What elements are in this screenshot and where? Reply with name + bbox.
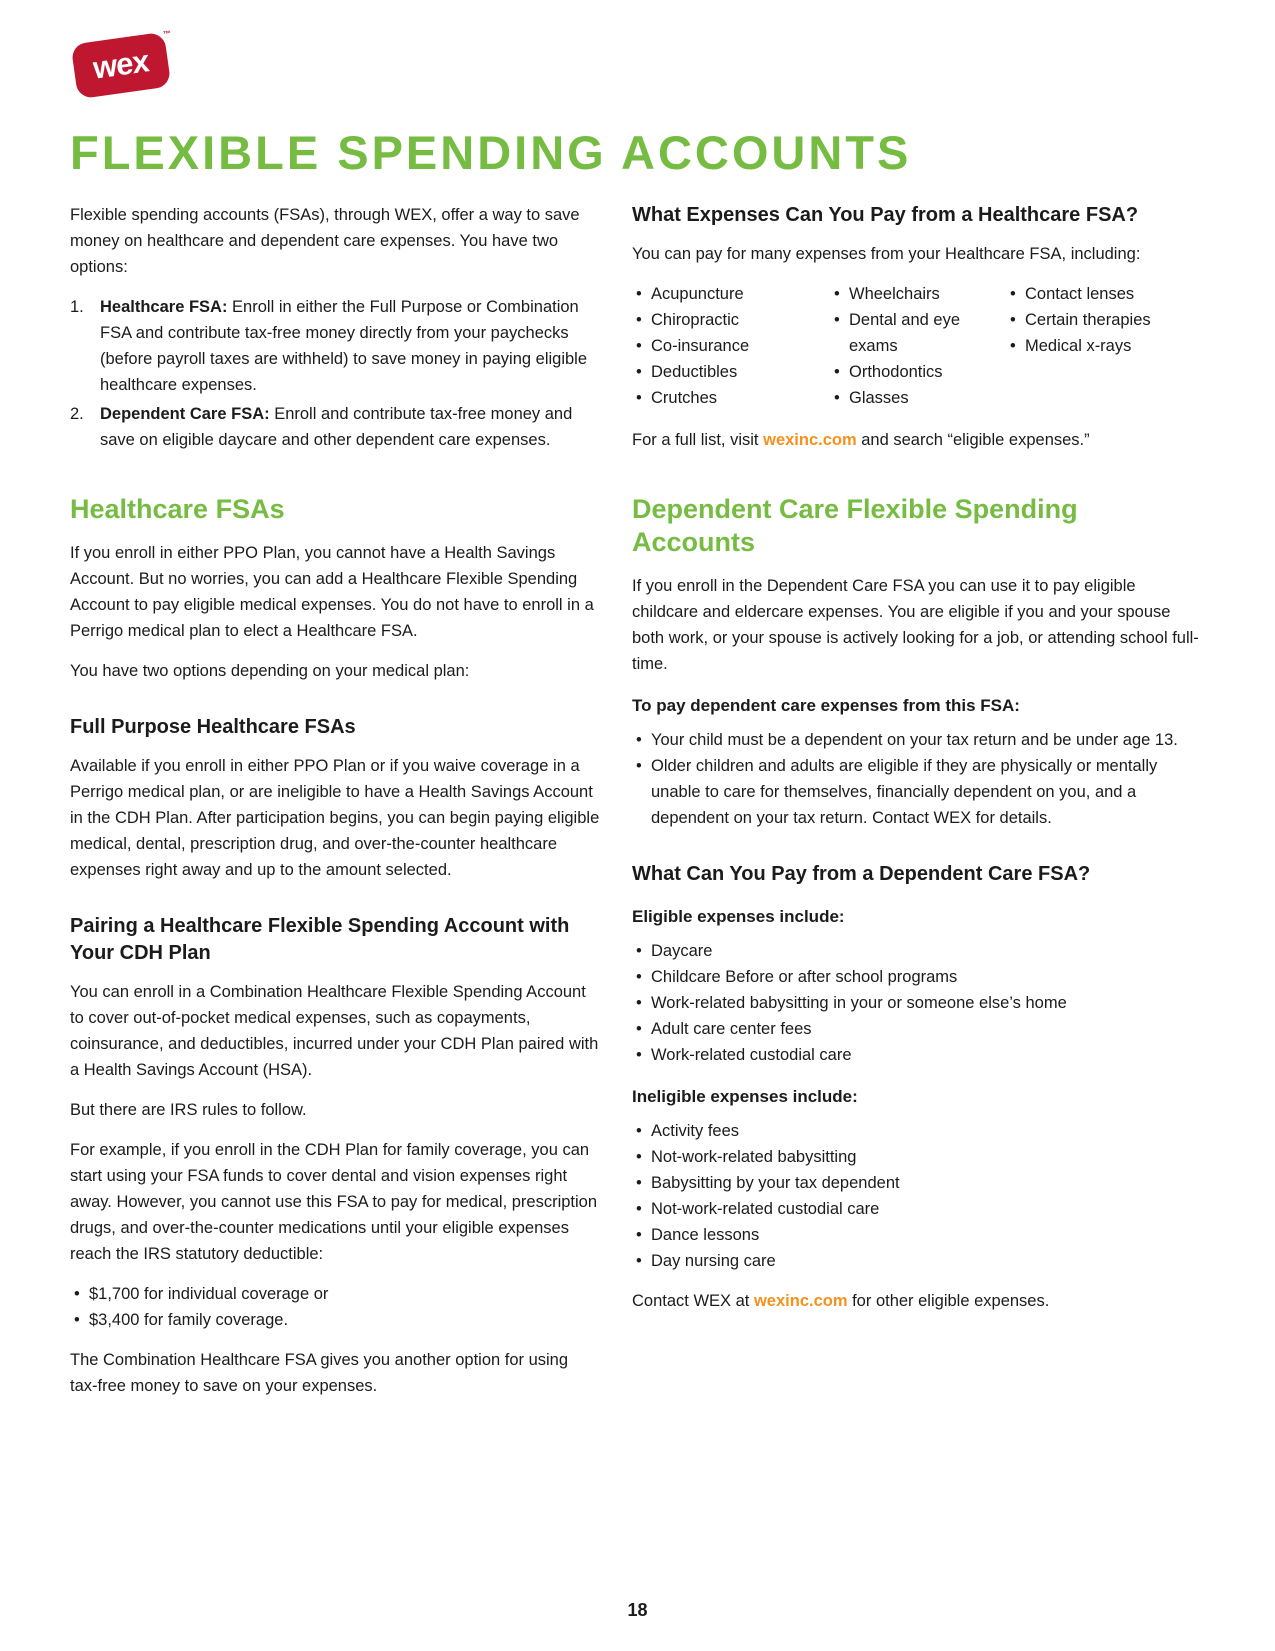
list-item-text: [100, 294, 600, 398]
expense-column-1: [632, 281, 830, 411]
full-list-post-text: and search “eligible expenses.”: [856, 431, 1090, 449]
list-item-body: Enroll and contribute tax-free money and save on eligible daycare and other dependent care expenses.: [100, 405, 573, 449]
full-purpose-heading: Full Purpose Healthcare FSAs: [70, 716, 356, 738]
expense-column-2: [830, 281, 1006, 411]
full-purpose-paragraph: Available if you enroll in either PPO Plan or if you waive coverage in a Perrigo medical plan, or are ineligible to have a Health Savings Account in the CDH Plan. After participation begins, you can begin paying eligible medical, dental, prescription drug, and over-the-counter healthcare expenses right away and up to the amount selected.: [70, 757, 600, 879]
list-item: • Medical x-rays: [1006, 333, 1205, 359]
list-item: • Day nursing care: [632, 1248, 1205, 1274]
pairing-heading: Pairing a Healthcare Flexible Spending Account with Your CDH Plan: [70, 915, 570, 964]
ineligible-expenses-list: [632, 1118, 1205, 1274]
list-item-label: Dependent Care FSA:: [100, 405, 270, 423]
list-item: • Work-related babysitting in your or someone else’s home: [632, 990, 1205, 1016]
full-list-pre-text: For a full list, visit: [632, 431, 764, 449]
contact-post-text: for other eligible expenses.: [847, 1292, 1050, 1310]
wex-logo: [70, 28, 1205, 108]
list-item: • Acupuncture: [632, 281, 830, 307]
list-item: • Older children and adults are eligible if they are physically or mentally unable to care for themselves, financially dependent on you, and a dependent on your tax return. Contact WEX for details.: [632, 753, 1205, 831]
left-column: [70, 202, 600, 1413]
list-item: • Dental and eye exams: [830, 307, 1006, 359]
list-item: • Your child must be a dependent on your tax return and be under age 13.: [632, 727, 1205, 753]
right-column: [632, 202, 1205, 1413]
to-pay-list: [632, 727, 1205, 831]
full-list-paragraph: [632, 427, 1205, 453]
expense-column-3: [1006, 281, 1205, 411]
trademark-symbol: ™: [162, 28, 172, 39]
intro-paragraph: Flexible spending accounts (FSAs), through WEX, offer a way to save money on healthcare and dependent care expenses. You have two options:: [70, 206, 580, 276]
wex-logo-text: wex: [91, 42, 150, 86]
healthcare-paragraph-2: You have two options depending on your medical plan:: [70, 662, 470, 680]
expense-list: [632, 281, 830, 411]
list-item-label: Healthcare FSA:: [100, 298, 228, 316]
pairing-paragraph-1: You can enroll in a Combination Healthcare Flexible Spending Account to cover out-of-pocket medical expenses, such as copayments, coinsurance, and deductibles, incurred under your CDH Plan paired with a Health Savings Account (HSA).: [70, 983, 599, 1079]
list-item: • Contact lenses: [1006, 281, 1205, 307]
pairing-paragraph-2: But there are IRS rules to follow.: [70, 1101, 307, 1119]
to-pay-heading: To pay dependent care expenses from this FSA:: [632, 696, 1020, 715]
healthcare-fsas-heading: Healthcare FSAs: [70, 494, 285, 524]
wexinc-link[interactable]: wexinc.com: [763, 431, 857, 449]
list-item: • Wheelchairs: [830, 281, 1006, 307]
list-item-body: Enroll in either the Full Purpose or Combination FSA and contribute tax-free money directly from your paychecks (before payroll taxes are withheld) to save money in paying eligible healthcare expenses.: [100, 298, 588, 394]
list-item: • Babysitting by your tax dependent: [632, 1170, 1205, 1196]
list-item: • Deductibles: [632, 359, 830, 385]
list-item: • Certain therapies: [1006, 307, 1205, 333]
list-item: [70, 294, 600, 398]
page-number: 18: [627, 1600, 648, 1620]
list-item: • Daycare: [632, 938, 1205, 964]
wexinc-link[interactable]: wexinc.com: [753, 1292, 848, 1310]
healthcare-expenses-heading: What Expenses Can You Pay from a Healthcare FSA?: [632, 204, 1139, 226]
list-item: • Dance lessons: [632, 1222, 1205, 1248]
list-item: • Childcare Before or after school programs: [632, 964, 1205, 990]
list-item: [70, 401, 600, 453]
healthcare-expenses-intro: You can pay for many expenses from your Healthcare FSA, including:: [632, 245, 1141, 263]
fsa-options-list: [70, 294, 600, 453]
dependent-expenses-heading: What Can You Pay from a Dependent Care FSA?: [632, 863, 1091, 885]
list-item: • Adult care center fees: [632, 1016, 1205, 1042]
ineligible-expenses-heading: Ineligible expenses include:: [632, 1087, 858, 1106]
list-item: • $3,400 for family coverage.: [70, 1307, 600, 1333]
list-item: • Chiropractic: [632, 307, 830, 333]
list-item-text: [100, 401, 600, 453]
dependent-care-paragraph: If you enroll in the Dependent Care FSA you can use it to pay eligible childcare and eldercare expenses. You are eligible if you and your spouse both work, or your spouse is actively looking for a job, or attending school full-time.: [632, 577, 1199, 673]
list-item: • Glasses: [830, 385, 1006, 411]
list-item: • Activity fees: [632, 1118, 1205, 1144]
eligible-expenses-list: [632, 938, 1205, 1068]
two-column-layout: [70, 202, 1205, 1413]
wex-logo-card: [71, 28, 172, 100]
pairing-paragraph-3: For example, if you enroll in the CDH Plan for family coverage, you can start using your FSA funds to cover dental and vision expenses right away. However, you cannot use this FSA to pay for medical, prescription drugs, and over-the-counter medications until your eligible expenses reach the IRS statutory deductible:: [70, 1141, 598, 1263]
expense-columns: [632, 281, 1205, 411]
list-item: • Not-work-related custodial care: [632, 1196, 1205, 1222]
expense-list: [1006, 281, 1205, 359]
list-item: • $1,700 for individual coverage or: [70, 1281, 600, 1307]
contact-paragraph: [632, 1288, 1205, 1314]
list-item: • Co-insurance: [632, 333, 830, 359]
list-number: 1.: [70, 298, 84, 316]
pairing-paragraph-4: The Combination Healthcare FSA gives you another option for using tax-free money to save on your expenses.: [70, 1351, 569, 1395]
list-item: • Not-work-related babysitting: [632, 1144, 1205, 1170]
page-title: FLEXIBLE SPENDING ACCOUNTS: [70, 126, 912, 179]
list-item: • Crutches: [632, 385, 830, 411]
list-item: • Work-related custodial care: [632, 1042, 1205, 1068]
list-number: 2.: [70, 405, 84, 423]
dependent-care-heading: Dependent Care Flexible Spending Accounts: [632, 494, 1078, 557]
list-item: • Orthodontics: [830, 359, 1006, 385]
eligible-expenses-heading: Eligible expenses include:: [632, 907, 845, 926]
healthcare-paragraph-1: If you enroll in either PPO Plan, you cannot have a Health Savings Account. But no worries, you can add a Healthcare Flexible Spending Account to pay eligible medical expenses. You do not have to enroll in a Perrigo medical plan to elect a Healthcare FSA.: [70, 544, 594, 640]
contact-pre-text: Contact WEX at: [632, 1292, 754, 1310]
expense-list: [830, 281, 1006, 411]
deductible-list: [70, 1281, 600, 1333]
